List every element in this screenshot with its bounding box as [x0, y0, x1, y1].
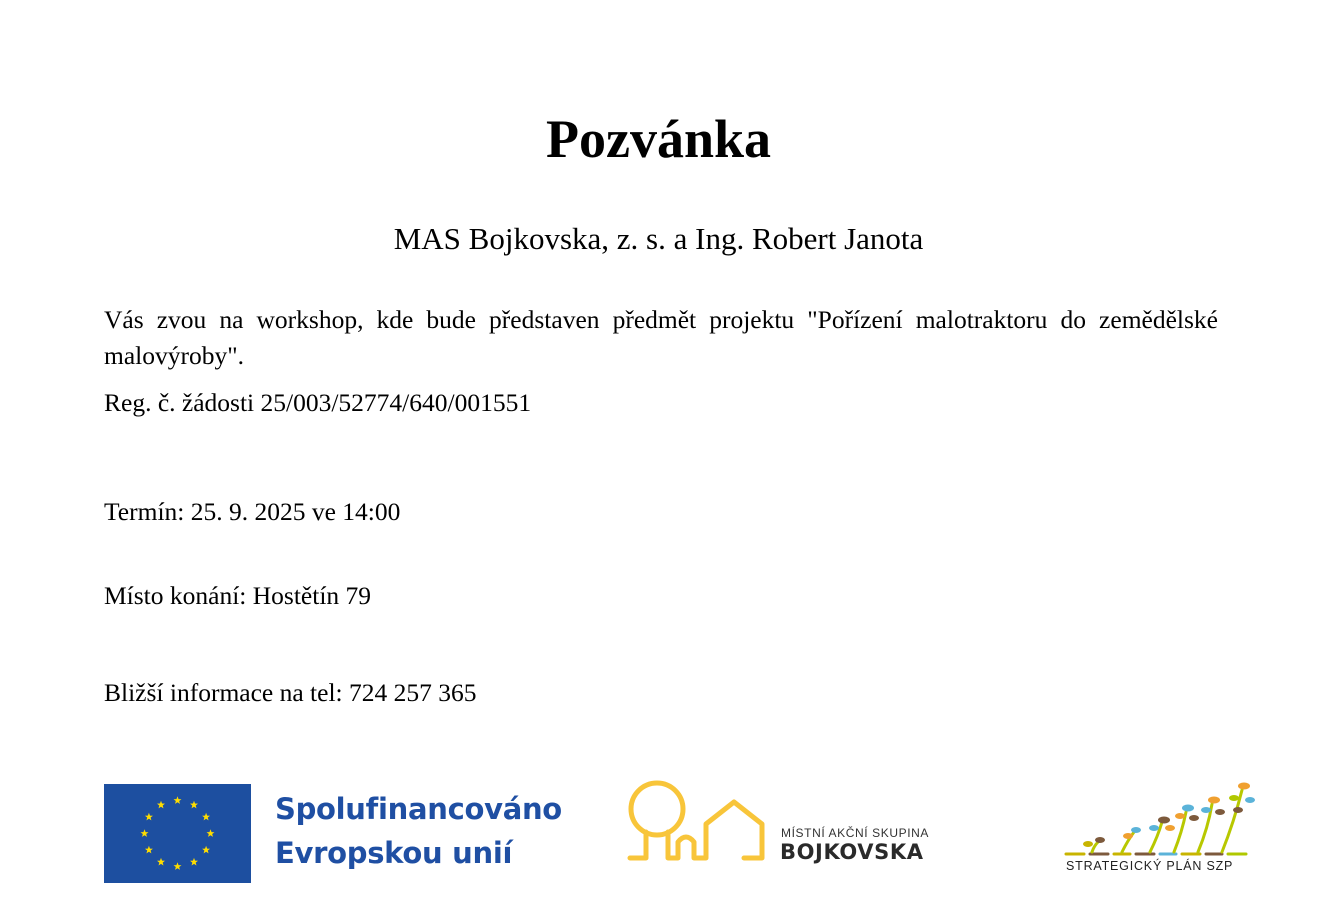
event-place: Místo konání: Hostětín 79	[104, 581, 372, 610]
page-title: Pozvánka	[545, 109, 772, 169]
mas-name: BOJKOVSKA	[780, 840, 924, 864]
event-date: Termín: 25. 9. 2025 ve 14:00	[104, 497, 401, 526]
eu-line-2: Evropskou unií	[275, 836, 513, 870]
mas-bojkovska-logo-icon	[626, 780, 786, 864]
strategicky-plan-szp-logo-icon	[1062, 776, 1262, 858]
registration-number: Reg. č. žádosti 25/003/52774/640/001551	[104, 388, 532, 417]
eu-cofinanced-label	[275, 787, 562, 875]
organizers: MAS Bojkovska, z. s. a Ing. Robert Janota	[393, 221, 924, 256]
invitation-text: Vás zvou na workshop, kde bude představen předmět projektu "Pořízení malotraktoru do zemědělské malovýroby".	[104, 305, 1218, 370]
eu-line-1: Spolufinancováno	[275, 792, 562, 826]
mas-subtitle: MÍSTNÍ AKČNÍ SKUPINA	[781, 826, 930, 840]
contact-info: Bližší informace na tel: 724 257 365	[104, 678, 477, 707]
eu-flag-icon	[104, 784, 251, 883]
szp-caption: STRATEGICKÝ PLÁN SZP	[1066, 859, 1234, 873]
